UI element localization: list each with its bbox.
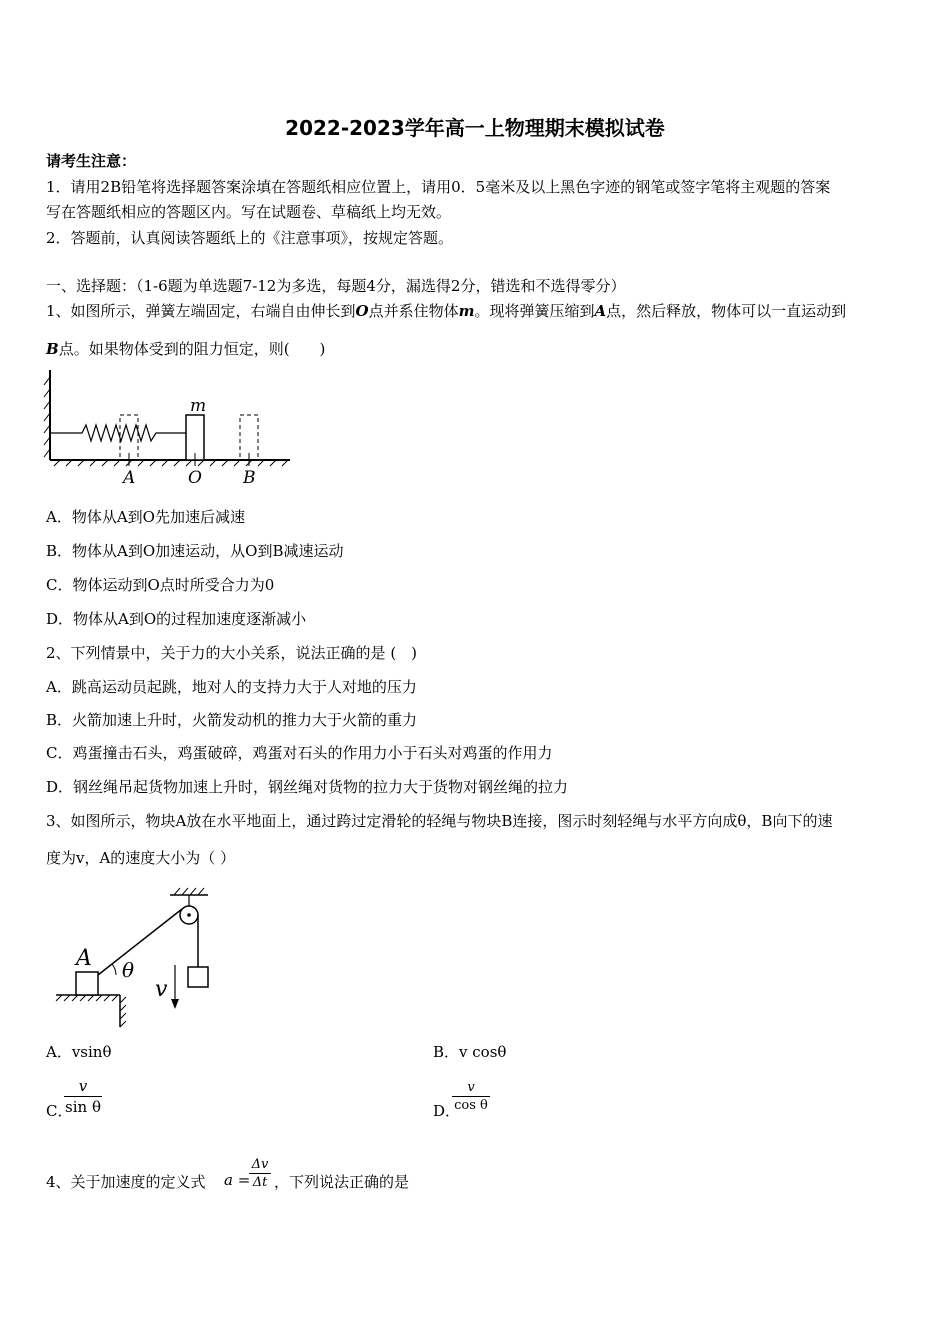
- q1-option-d: D．物体从A到O的过程加速度逐渐减小: [46, 610, 307, 628]
- q2-option-b: B．火箭加速上升时，火箭发动机的推力大于火箭的重力: [46, 711, 418, 729]
- q1-option-b: B．物体从A到O加速运动，从O到B减速运动: [46, 542, 344, 560]
- notice-heading: 请考生注意：: [46, 152, 137, 170]
- q3-option-c-numerator: v: [78, 1077, 88, 1095]
- q4-stem-part-1: 4、关于加速度的定义式: [46, 1173, 206, 1191]
- section-heading: 一、选择题：（1-6题为单选题7-12为多选，每题4分，漏选得2分，错选和不选得零分）: [46, 277, 626, 295]
- label-theta: θ: [122, 958, 135, 982]
- q1-point-a: A: [594, 302, 607, 320]
- q3-option-c-label: C．: [46, 1102, 73, 1120]
- q3-option-d-label: D．: [433, 1102, 461, 1120]
- q1-mass-m: m: [458, 302, 475, 320]
- q4-formula-numerator: Δv: [251, 1157, 269, 1172]
- q1-stem-part: 点并系住物体: [368, 302, 459, 320]
- q4-formula-denominator: Δt: [252, 1175, 268, 1190]
- q3-option-d-numerator: v: [467, 1080, 475, 1095]
- label-v: v: [155, 977, 168, 1002]
- q3-stem-line1: 3、如图所示，物块A放在水平地面上，通过跨过定滑轮的轻绳与物块B连接，图示时刻轻绳与水平方向成θ，B向下的速: [46, 812, 833, 830]
- q2-option-c: C．鸡蛋撞击石头，鸡蛋破碎，鸡蛋对石头的作用力小于石头对鸡蛋的作用力: [46, 744, 553, 762]
- q1-option-c: C．物体运动到O点时所受合力为0: [46, 576, 275, 594]
- q1-point-o: O: [355, 302, 369, 320]
- q3-option-c-fraction: [64, 1077, 102, 1116]
- q2-stem: 2、下列情景中，关于力的大小关系，说法正确的是 ( ): [46, 644, 418, 662]
- notice-line-1: 1．请用2B铅笔将选择题答案涂填在答题纸相应位置上，请用0．5毫米及以上黑色字迹的钢笔或签字笔将主观题的答案: [46, 178, 831, 196]
- spring: [50, 425, 186, 441]
- q3-option-d-fraction: [452, 1080, 490, 1113]
- q3-option-d-denominator: cos θ: [454, 1098, 488, 1113]
- q1-stem-line1: [46, 301, 846, 321]
- notice-line-3: 2．答题前，认真阅读答题纸上的《注意事项》，按规定答题。: [46, 229, 454, 247]
- q1-point-b: B: [46, 340, 59, 358]
- q4-formula-lhs: a =: [224, 1171, 251, 1189]
- q3-option-c-denominator: sin θ: [65, 1098, 101, 1116]
- rope-a: [98, 909, 182, 975]
- q3-stem-line2: 度为v，A的速度大小为（ ）: [46, 849, 236, 867]
- label-a: A: [76, 946, 92, 971]
- block-a: [76, 972, 98, 995]
- q4-stem-part-2: ，下列说法正确的是: [274, 1173, 410, 1191]
- q2-option-d: D．钢丝绳吊起货物加速上升时，钢丝绳对货物的拉力大于货物对钢丝绳的拉力: [46, 778, 569, 796]
- q3-option-b: B．v cosθ: [433, 1043, 507, 1061]
- label-o: O: [188, 468, 202, 488]
- q1-spring-figure: [40, 365, 300, 490]
- q3-option-a: A．vsinθ: [46, 1043, 112, 1061]
- q2-option-a: A．跳高运动员起跳，地对人的支持力大于人对地的压力: [46, 678, 417, 696]
- q1-stem-part: 1、如图所示，弹簧左端固定，右端自由伸长到: [46, 302, 356, 320]
- q4-formula-fraction: [249, 1157, 271, 1190]
- q1-stem-part: 点，然后释放，物体可以一直运动到: [606, 302, 847, 320]
- label-b: B: [243, 468, 256, 488]
- label-a: A: [123, 468, 136, 488]
- notice-line-2: 写在答题纸相应的答题区内。写在试题卷、草稿纸上均无效。: [46, 203, 452, 221]
- q1-option-a: A．物体从A到O先加速后减速: [46, 508, 245, 526]
- page-title: 2022-2023学年高一上物理期末模拟试卷: [285, 116, 665, 140]
- q3-pulley-figure: [50, 885, 230, 1030]
- block-b: [188, 967, 208, 987]
- q1-stem-part: 点。如果物体受到的阻力恒定，则( ): [58, 340, 326, 358]
- q1-stem-part: 。现将弹簧压缩到: [474, 302, 595, 320]
- q1-stem-line2: [46, 339, 325, 359]
- label-m: m: [190, 396, 207, 416]
